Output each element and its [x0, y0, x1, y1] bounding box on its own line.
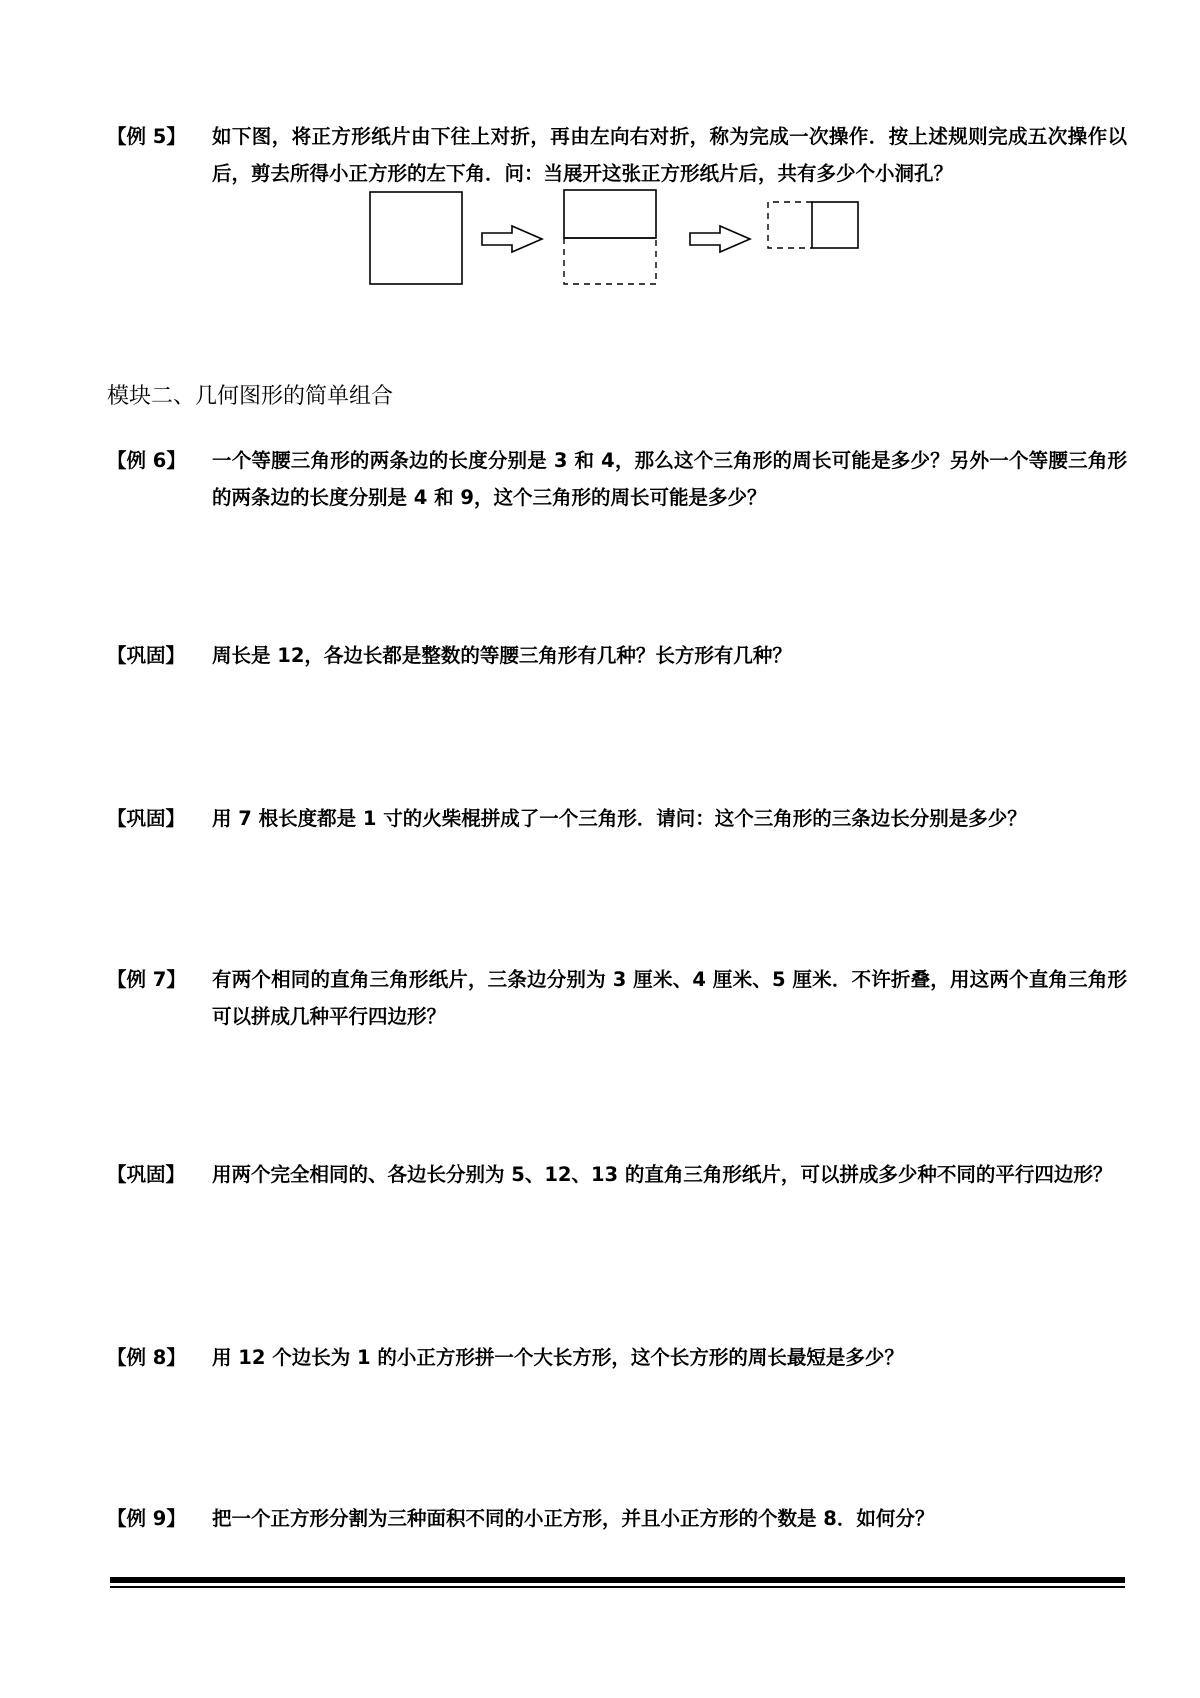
problem-example-7: [107, 961, 1127, 1035]
problem-example-6: [107, 442, 1127, 516]
problem-tag: 【例 9】: [107, 1507, 186, 1530]
footer-divider-thin: [110, 1586, 1125, 1588]
folding-diagram: [360, 188, 880, 290]
problem-consolidate-1: [107, 637, 1127, 674]
problem-text: 一个等腰三角形的两条边的长度分别是 3 和 4，那么这个三角形的周长可能是多少？另外一个等腰三角形的两条边的长度分别是 4 和 9，这个三角形的周长可能是多少？: [212, 449, 1127, 509]
problem-text: 如下图，将正方形纸片由下往上对折，再由左向右对折，称为完成一次操作．按上述规则完成五次操作以后，剪去所得小正方形的左下角．问：当展开这张正方形纸片后，共有多少个小洞孔？: [212, 125, 1127, 185]
folded-right-square: [812, 202, 858, 248]
square-paper: [370, 192, 462, 284]
problem-tag: 【巩固】: [107, 807, 186, 830]
problem-text: 用 12 个边长为 1 的小正方形拼一个大长方形，这个长方形的周长最短是多少？: [212, 1346, 904, 1369]
folded-top-half: [564, 190, 656, 238]
problem-text: 把一个正方形分割为三种面积不同的小正方形，并且小正方形的个数是 8．如何分？: [212, 1507, 935, 1530]
problem-tag: 【例 6】: [107, 449, 186, 472]
problem-tag: 【例 7】: [107, 968, 186, 991]
problem-example-8: [107, 1339, 1127, 1376]
problem-tag: 【巩固】: [107, 1163, 186, 1186]
problem-example-5: [107, 118, 1127, 192]
folded-bottom-dashed: [564, 238, 656, 284]
footer-divider: [110, 1577, 1125, 1583]
section-title: 模块二、几何图形的简单组合: [107, 384, 394, 409]
problem-consolidate-2: [107, 800, 1127, 837]
problem-text: 用两个完全相同的、各边长分别为 5、12、13 的直角三角形纸片，可以拼成多少种不同的平行四边形？: [212, 1163, 1113, 1186]
problem-text: 有两个相同的直角三角形纸片，三条边分别为 3 厘米、4 厘米、5 厘米．不许折叠，用这两个直角三角形可以拼成几种平行四边形？: [212, 968, 1127, 1028]
folded-left-dashed: [768, 202, 812, 248]
arrow-right-icon: [482, 226, 542, 252]
problem-tag: 【例 8】: [107, 1346, 186, 1369]
problem-text: 用 7 根长度都是 1 寸的火柴棍拼成了一个三角形．请问：这个三角形的三条边长分别是多少？: [212, 807, 1027, 830]
problem-tag: 【巩固】: [107, 644, 186, 667]
problem-consolidate-3: [107, 1156, 1127, 1193]
problem-example-9: [107, 1500, 1127, 1537]
problem-text: 周长是 12，各边长都是整数的等腰三角形有几种？长方形有几种？: [212, 644, 792, 667]
arrow-right-icon: [690, 226, 750, 252]
problem-tag: 【例 5】: [107, 125, 186, 148]
